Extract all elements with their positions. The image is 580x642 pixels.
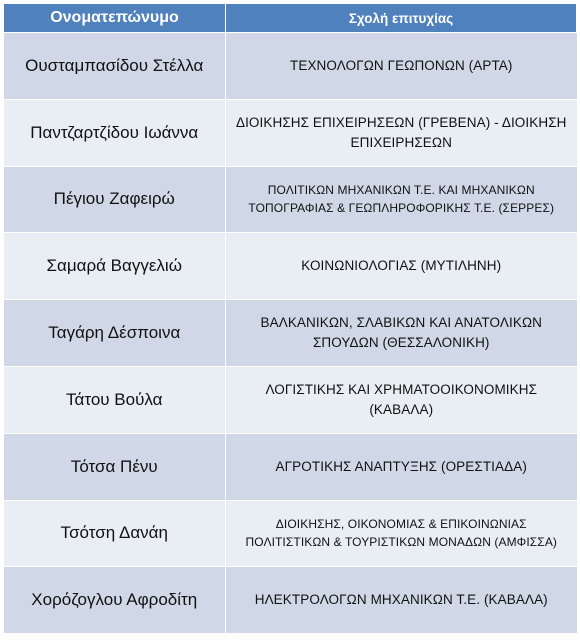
results-table bbox=[3, 3, 577, 634]
student-name: Παντζαρτζίδου Ιωάννα bbox=[4, 99, 226, 166]
table-row bbox=[4, 166, 577, 233]
table-row bbox=[4, 99, 577, 166]
school-name: ΤΕΧΝΟΛΟΓΩΝ ΓΕΩΠΟΝΩΝ (ΑΡΤΑ) bbox=[226, 33, 577, 100]
student-name: Χορόζογλου Αφροδίτη bbox=[4, 567, 226, 634]
results-table-container bbox=[3, 3, 576, 639]
student-name: Ταγάρη Δέσποινα bbox=[4, 300, 226, 367]
table-row bbox=[4, 567, 577, 634]
header-name: Ονοματεπώνυμο bbox=[4, 4, 226, 33]
header-school: Σχολή επιτυχίας bbox=[226, 4, 577, 33]
table-header-row bbox=[4, 4, 577, 33]
student-name: Τσότση Δανάη bbox=[4, 500, 226, 567]
table-row bbox=[4, 433, 577, 500]
table-row bbox=[4, 233, 577, 300]
student-name: Σαμαρά Βαγγελιώ bbox=[4, 233, 226, 300]
table-row bbox=[4, 500, 577, 567]
school-name: ΠΟΛΙΤΙΚΩΝ ΜΗΧΑΝΙΚΩΝ Τ.Ε. ΚΑΙ ΜΗΧΑΝΙΚΩΝ ΤΟΠΟΓΡΑΦΙΑΣ & ΓΕΩΠΛΗΡΟΦΟΡΙΚΗΣ Τ.Ε. (ΣΕΡΡΕΣ) bbox=[226, 166, 577, 233]
table-row bbox=[4, 33, 577, 100]
school-name: ΔΙΟΙΚΗΣΗΣ, ΟΙΚΟΝΟΜΙΑΣ & ΕΠΙΚΟΙΝΩΝΙΑΣ ΠΟΛΙΤΙΣΤΙΚΩΝ & ΤΟΥΡΙΣΤΙΚΩΝ ΜΟΝΑΔΩΝ (ΑΜΦΙΣΣΑ) bbox=[226, 500, 577, 567]
school-name: ΒΑΛΚΑΝΙΚΩΝ, ΣΛΑΒΙΚΩΝ ΚΑΙ ΑΝΑΤΟΛΙΚΩΝ ΣΠΟΥΔΩΝ (ΘΕΣΣΑΛΟΝΙΚΗ) bbox=[226, 300, 577, 367]
school-name: ΚΟΙΝΩΝΙΟΛΟΓΙΑΣ (ΜΥΤΙΛΗΝΗ) bbox=[226, 233, 577, 300]
school-name: ΗΛΕΚΤΡΟΛΟΓΩΝ ΜΗΧΑΝΙΚΩΝ Τ.Ε. (ΚΑΒΑΛΑ) bbox=[226, 567, 577, 634]
student-name: Τάτου Βούλα bbox=[4, 366, 226, 433]
student-name: Πέγιου Ζαφειρώ bbox=[4, 166, 226, 233]
table-row bbox=[4, 300, 577, 367]
student-name: Τότσα Πένυ bbox=[4, 433, 226, 500]
table-row bbox=[4, 366, 577, 433]
school-name: ΛΟΓΙΣΤΙΚΗΣ ΚΑΙ ΧΡΗΜΑΤΟΟΙΚΟΝΟΜΙΚΗΣ (ΚΑΒΑΛΑ) bbox=[226, 366, 577, 433]
student-name: Ουσταμπασίδου Στέλλα bbox=[4, 33, 226, 100]
school-name: ΑΓΡΟΤΙΚΗΣ ΑΝΑΠΤΥΞΗΣ (ΟΡΕΣΤΙΑΔΑ) bbox=[226, 433, 577, 500]
school-name: ΔΙΟΙΚΗΣΗΣ ΕΠΙΧΕΙΡΗΣΕΩΝ (ΓΡΕΒΕΝΑ) - ΔΙΟΙΚΗΣΗ ΕΠΙΧΕΙΡΗΣΕΩΝ bbox=[226, 99, 577, 166]
